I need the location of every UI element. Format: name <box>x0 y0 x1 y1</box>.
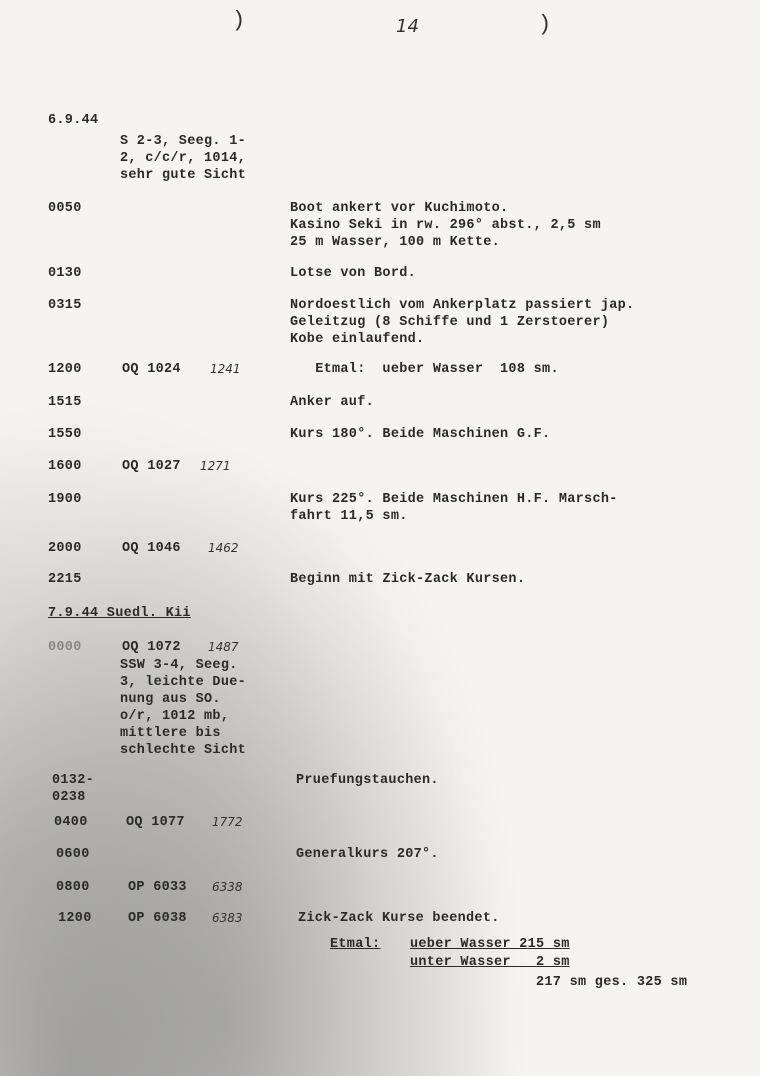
log-entry: Beginn mit Zick-Zack Kursen. <box>290 572 526 587</box>
log-position: OQ 1046 <box>122 541 181 556</box>
log-entry: Nordoestlich vom Ankerplatz passiert jap. Geleitzug (8 Schiffe und 1 Zerstoerer) Kobe einlaufend. <box>290 298 635 347</box>
log-entry: Kurs 225°. Beide Maschinen H.F. Marsch- fahrt 11,5 sm. <box>290 492 618 524</box>
log-entry: Pruefungstauchen. <box>296 773 439 788</box>
log-time: 1550 <box>48 427 82 442</box>
log-entry: Generalkurs 207°. <box>296 847 439 862</box>
conditions-day2: SSW 3-4, Seeg. 3, leichte Due- nung aus SO. o/r, 1012 mb, mittlere bis schlechte Sicht <box>120 658 247 758</box>
log-time: 0315 <box>48 298 82 313</box>
log-position: OQ 1072 <box>122 640 181 655</box>
log-entry: Boot ankert vor Kuchimoto. Kasino Seki in rw. 296° abst., 2,5 sm 25 m Wasser, 100 m Kette. <box>290 201 601 250</box>
handwritten-note: 1462 <box>208 541 239 555</box>
handwritten-note: 1271 <box>200 459 231 473</box>
handwritten-note: 1772 <box>212 815 243 829</box>
etmal-total: 217 sm ges. 325 sm <box>536 975 688 990</box>
log-position: OP 6033 <box>128 880 187 895</box>
log-time: 0600 <box>56 847 90 862</box>
handwritten-note: 6383 <box>212 911 243 925</box>
log-time: 1600 <box>48 459 82 474</box>
log-time: 0400 <box>54 815 88 830</box>
date-day1: 6.9.44 <box>48 113 99 128</box>
log-entry: Etmal: ueber Wasser 108 sm. <box>290 362 559 377</box>
log-time: 0050 <box>48 201 82 216</box>
log-time: 2000 <box>48 541 82 556</box>
punch-mark-left: ) <box>232 8 246 33</box>
handwritten-note: 1241 <box>210 362 241 376</box>
log-time: 0130 <box>48 266 82 281</box>
log-position: OQ 1027 <box>122 459 181 474</box>
log-entry: Zick-Zack Kurse beendet. <box>298 911 500 926</box>
log-time: 1200 <box>58 911 92 926</box>
log-time: 0132- 0238 <box>52 773 95 805</box>
log-position: OP 6038 <box>128 911 187 926</box>
log-time: 1515 <box>48 395 82 410</box>
etmal-over-water: ueber Wasser 215 sm <box>410 937 570 952</box>
handwritten-note: 1487 <box>208 640 239 654</box>
handwritten-note: 6338 <box>212 880 243 894</box>
punch-mark-right: ) <box>538 12 552 37</box>
log-entry: Lotse von Bord. <box>290 266 417 281</box>
log-time: 0800 <box>56 880 90 895</box>
page-number: 14 <box>396 16 419 37</box>
log-entry: Kurs 180°. Beide Maschinen G.F. <box>290 427 551 442</box>
date-day2: 7.9.44 Suedl. Kii <box>48 606 191 621</box>
etmal-label: Etmal: <box>330 937 381 952</box>
log-time: 2215 <box>48 572 82 587</box>
log-entry: Anker auf. <box>290 395 375 410</box>
log-position: OQ 1024 <box>122 362 181 377</box>
log-position: OQ 1077 <box>126 815 185 830</box>
conditions-day1: S 2-3, Seeg. 1- 2, c/c/r, 1014, sehr gute Sicht <box>120 134 247 183</box>
log-time: 1200 <box>48 362 82 377</box>
log-time: 1900 <box>48 492 82 507</box>
log-time: 0000 <box>48 640 82 655</box>
etmal-under-water: unter Wasser 2 sm <box>410 955 570 970</box>
